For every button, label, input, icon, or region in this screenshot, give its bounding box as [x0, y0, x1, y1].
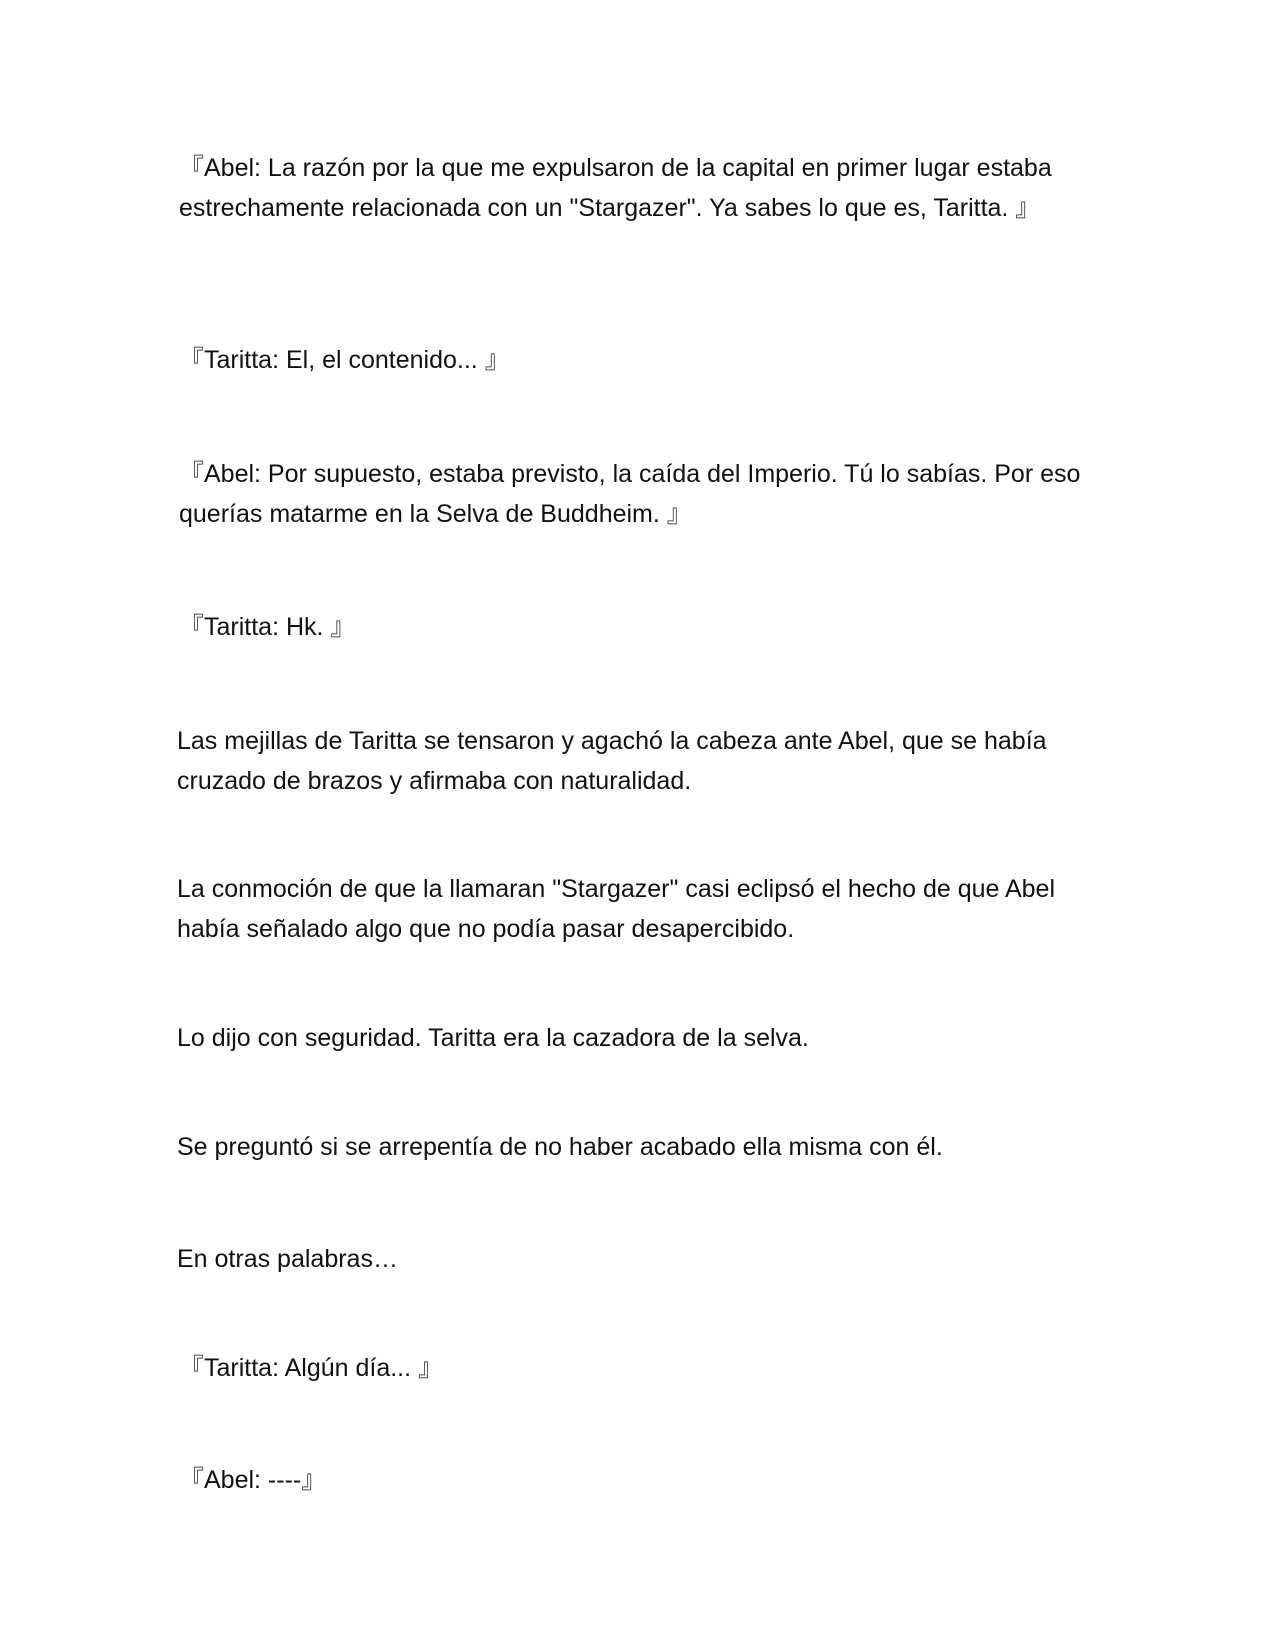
- narration-paragraph-1: Las mejillas de Taritta se tensaron y agachó la cabeza ante Abel, que se había cruzado de brazos y afirmaba con naturalidad.: [177, 727, 1047, 795]
- narration-paragraph-4: Se preguntó si se arrepentía de no haber acabado ella misma con él.: [177, 1133, 943, 1161]
- dialogue-taritta-1: 『Taritta: El, el contenido... 』: [179, 346, 510, 374]
- narration-paragraph-2: La conmoción de que la llamaran "Stargazer" casi eclipsó el hecho de que Abel había señalado algo que no podía pasar desapercibido.: [177, 875, 1056, 943]
- dialogue-abel-3: 『Abel: ----』: [179, 1466, 327, 1494]
- dialogue-abel-2: 『Abel: Por supuesto, estaba previsto, la caída del Imperio. Tú lo sabías. Por eso querías matarme en la Selva de Buddheim. 』: [179, 460, 1081, 528]
- dialogue-taritta-2: 『Taritta: Hk. 』: [179, 613, 356, 641]
- dialogue-taritta-3: 『Taritta: Algún día... 』: [179, 1354, 444, 1382]
- narration-paragraph-5: En otras palabras…: [177, 1245, 398, 1273]
- dialogue-abel-1: 『Abel: La razón por la que me expulsaron de la capital en primer lugar estaba estrechamente relacionada con un "Stargazer". Ya sabes lo que es, Taritta. 』: [179, 154, 1052, 222]
- narration-paragraph-3: Lo dijo con seguridad. Taritta era la cazadora de la selva.: [177, 1024, 809, 1052]
